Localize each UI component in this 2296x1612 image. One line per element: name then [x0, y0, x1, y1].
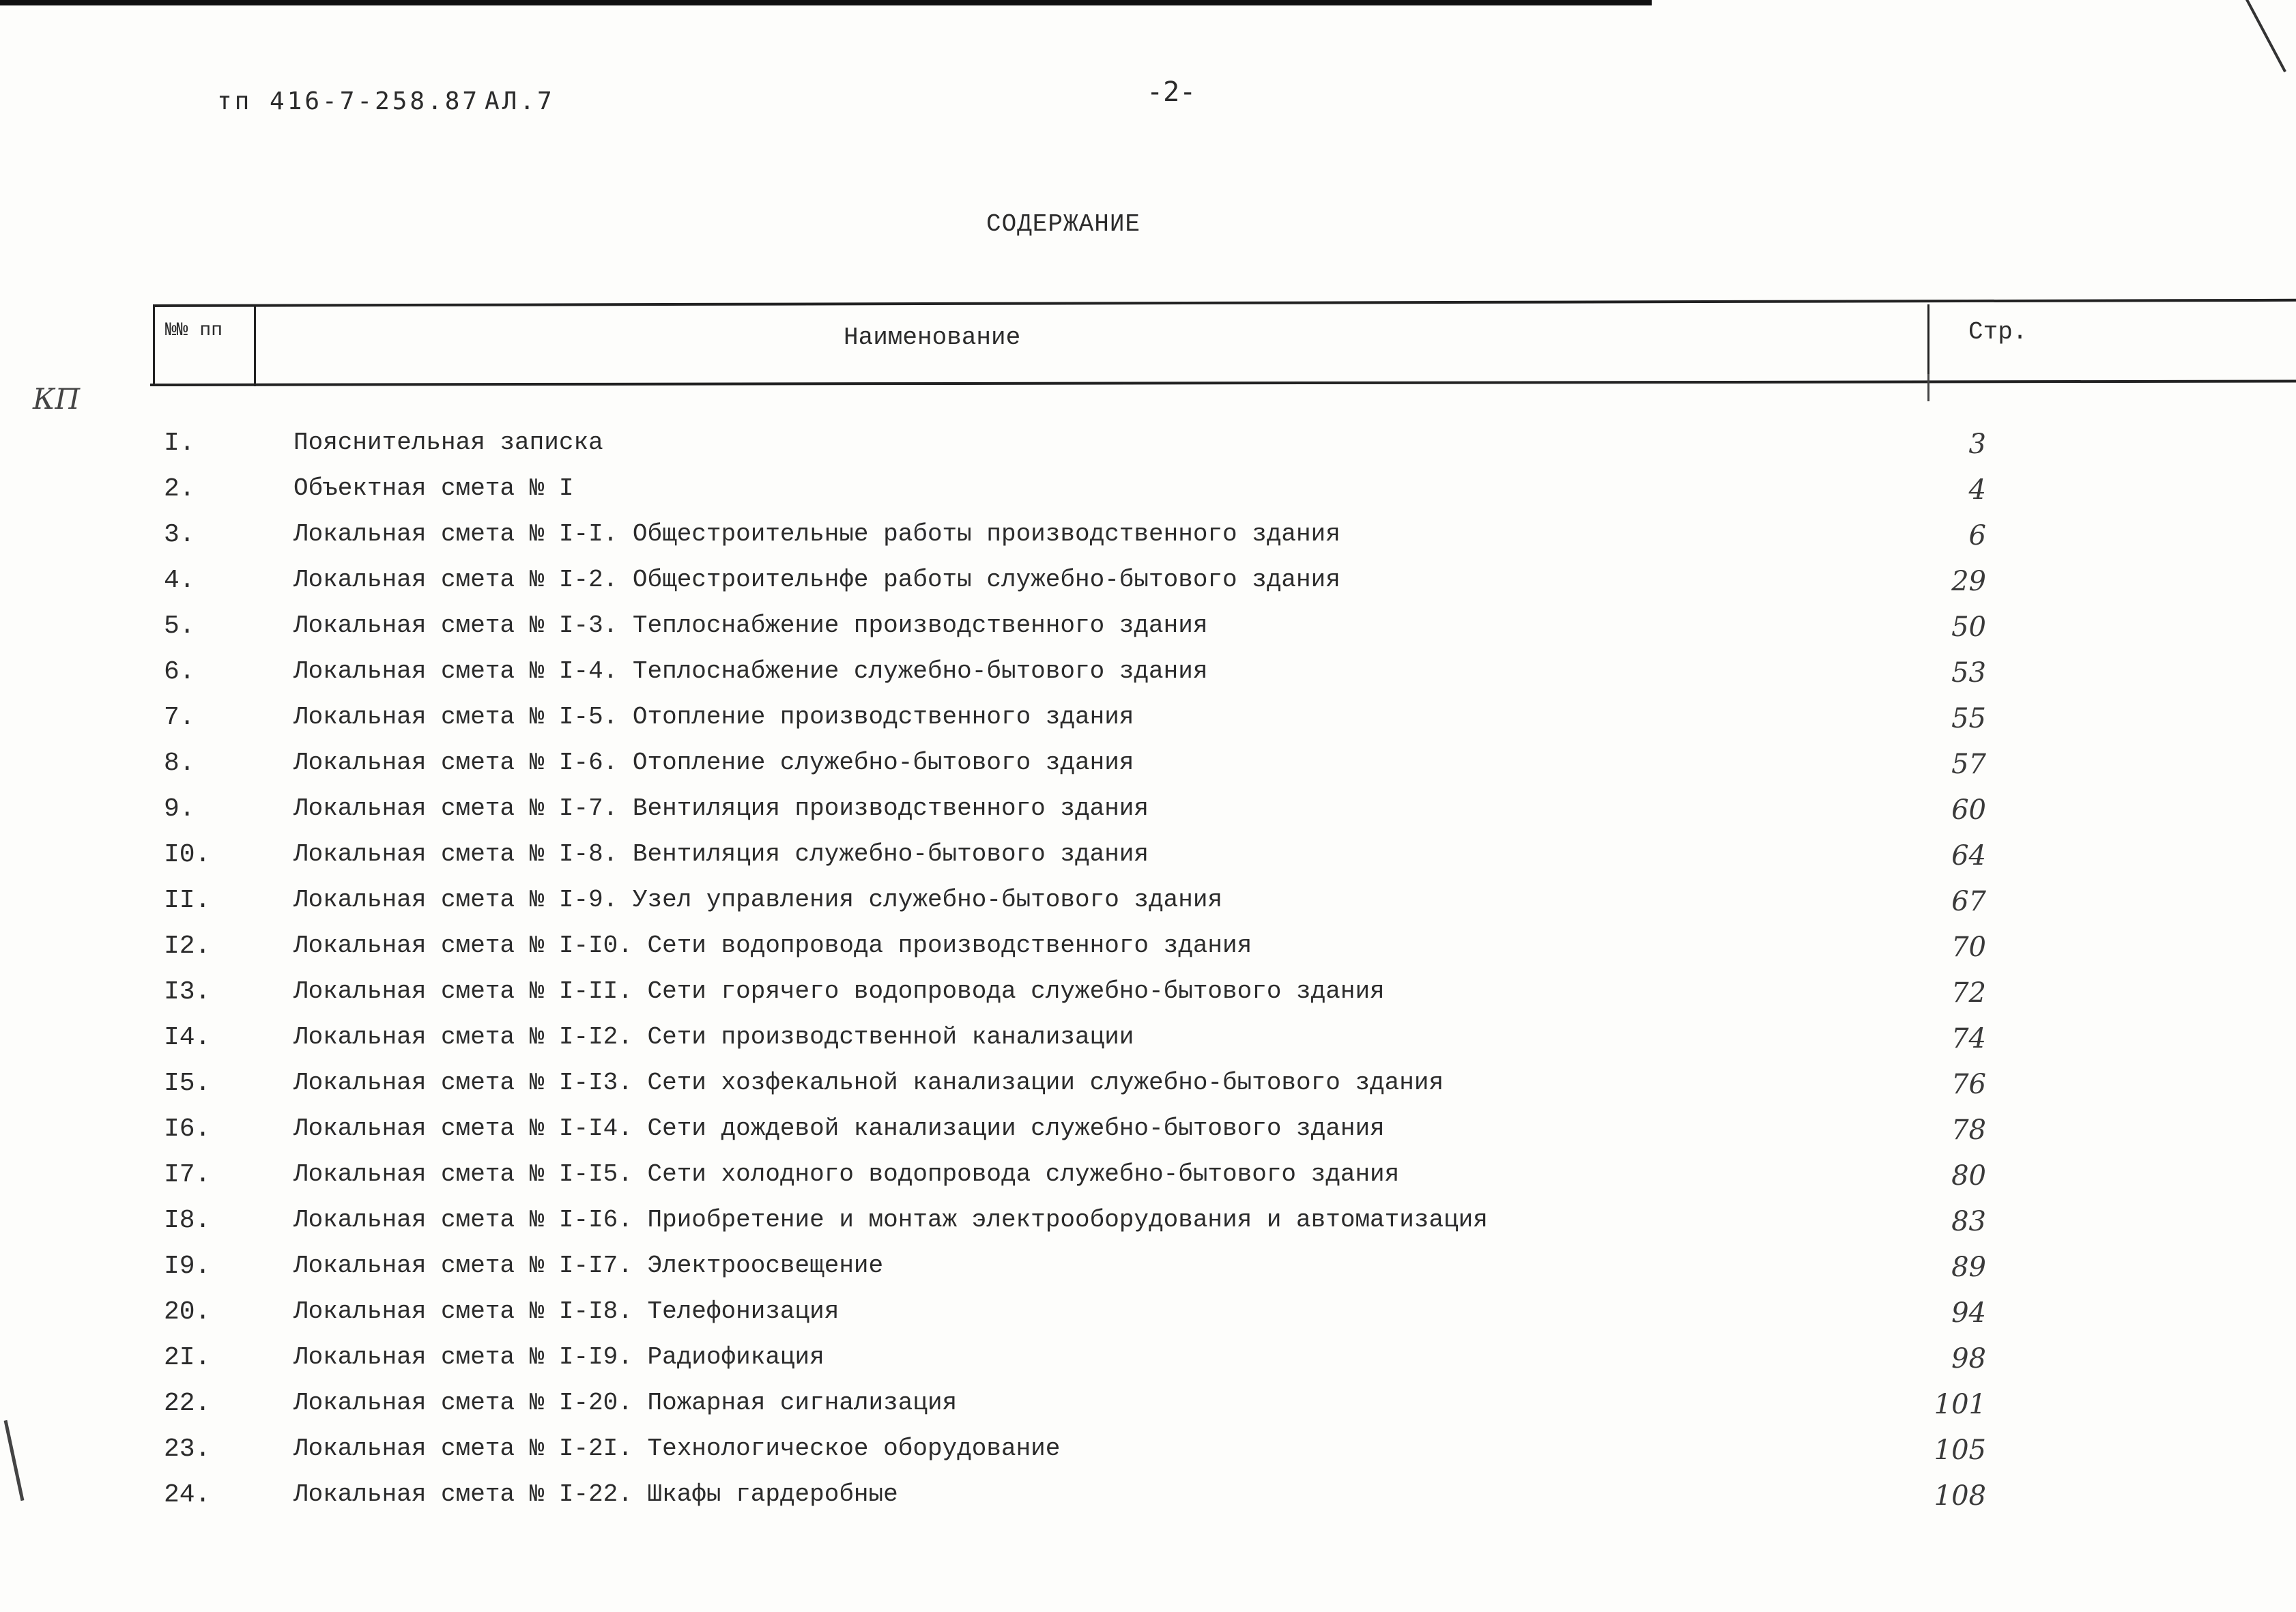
row-title: Локальная смета № I-I3. Сети хозфекальной канализации служебно-бытового здания: [293, 1069, 1444, 1097]
row-number: 8.: [164, 749, 195, 778]
row-title: Локальная смета № I-4. Теплоснабжение служебно-бытового здания: [293, 657, 1208, 685]
column-header-num: №№ пп: [165, 320, 223, 341]
page-number: -2-: [1147, 76, 1196, 108]
margin-note: КП: [33, 382, 81, 416]
scan-corner-mark: [2245, 0, 2286, 72]
row-number: 9.: [164, 794, 195, 824]
row-page-number: 64: [1951, 840, 1986, 872]
row-page-number: 74: [1951, 1023, 1986, 1054]
row-number: 2I.: [164, 1343, 211, 1372]
row-number: 5.: [164, 611, 195, 641]
row-title: Локальная смета № I-20. Пожарная сигнализация: [293, 1389, 958, 1417]
row-number: 4.: [164, 566, 195, 595]
row-number: I3.: [164, 977, 211, 1007]
row-page-number: 57: [1951, 749, 1986, 780]
scan-top-edge: [0, 0, 1652, 5]
row-number: 6.: [164, 657, 195, 687]
row-title: Локальная смета № I-7. Вентиляция производственного здания: [293, 794, 1149, 822]
row-number: I.: [164, 429, 195, 458]
row-page-number: 67: [1951, 886, 1986, 917]
row-title: Локальная смета № I-I0. Сети водопровода производственного здания: [293, 932, 1252, 960]
row-number: 2.: [164, 474, 195, 504]
row-page-number: 3: [1968, 429, 1986, 460]
column-header-page: Стр.: [1968, 318, 2028, 346]
row-title: Локальная смета № I-II. Сети горячего водопровода служебно-бытового здания: [293, 977, 1385, 1005]
row-title: Локальная смета № I-I4. Сети дождевой канализации служебно-бытового здания: [293, 1114, 1385, 1142]
row-page-number: 78: [1951, 1114, 1986, 1146]
row-title: Локальная смета № I-I5. Сети холодного водопровода служебно-бытового здания: [293, 1160, 1400, 1188]
row-title: Локальная смета № I-3. Теплоснабжение производственного здания: [293, 611, 1208, 639]
row-page-number: 80: [1951, 1160, 1986, 1192]
row-page-number: 83: [1951, 1206, 1986, 1237]
row-number: 23.: [164, 1435, 211, 1464]
row-number: I2.: [164, 932, 211, 961]
row-page-number: 89: [1951, 1252, 1986, 1283]
row-page-number: 50: [1951, 611, 1986, 643]
column-header-name: Наименование: [844, 323, 1021, 351]
column-divider: [153, 304, 155, 386]
row-number: I5.: [164, 1069, 211, 1098]
table-top-rule: [153, 299, 2296, 307]
row-title: Пояснительная записка: [293, 429, 603, 457]
row-page-number: 53: [1951, 657, 1986, 689]
row-number: 3.: [164, 520, 195, 549]
row-page-number: 70: [1951, 932, 1986, 963]
row-title: Локальная смета № I-I2. Сети производственной канализации: [293, 1023, 1134, 1051]
row-number: I7.: [164, 1160, 211, 1190]
row-title: Локальная смета № I-8. Вентиляция служебно-бытового здания: [293, 840, 1149, 868]
row-page-number: 108: [1934, 1480, 1986, 1512]
row-number: I8.: [164, 1206, 211, 1235]
document-code: тп 416-7-258.87: [217, 87, 480, 115]
row-title: Локальная смета № I-6. Отопление служебно-бытового здания: [293, 749, 1134, 777]
row-title: Локальная смета № I-I. Общестроительные работы производственного здания: [293, 520, 1340, 548]
row-title: Локальная смета № I-I7. Электроосвещение: [293, 1252, 884, 1280]
sheet-label: АЛ.7: [485, 87, 555, 115]
row-number: 20.: [164, 1297, 211, 1327]
row-number: I6.: [164, 1114, 211, 1144]
row-number: II.: [164, 886, 211, 915]
row-page-number: 94: [1951, 1297, 1986, 1329]
row-title: Локальная смета № I-22. Шкафы гардеробные: [293, 1480, 898, 1508]
row-page-number: 55: [1951, 703, 1986, 734]
row-number: I4.: [164, 1023, 211, 1052]
row-title: Локальная смета № I-I6. Приобретение и монтаж электрооборудования и автоматизация: [293, 1206, 1488, 1234]
row-page-number: 29: [1951, 566, 1986, 597]
row-page-number: 101: [1934, 1389, 1986, 1420]
row-title: Объектная смета № I: [293, 474, 574, 502]
row-page-number: 72: [1951, 977, 1986, 1009]
row-page-number: 105: [1934, 1435, 1986, 1466]
row-page-number: 6: [1968, 520, 1986, 551]
row-page-number: 4: [1968, 474, 1986, 506]
table-header-rule: [150, 380, 2296, 386]
row-title: Локальная смета № I-I8. Телефонизация: [293, 1297, 840, 1325]
row-page-number: 98: [1951, 1343, 1986, 1374]
row-number: 7.: [164, 703, 195, 732]
table-header: [153, 304, 2296, 386]
row-number: I0.: [164, 840, 211, 869]
column-divider: [254, 304, 256, 386]
row-number: I9.: [164, 1252, 211, 1281]
row-number: 24.: [164, 1480, 211, 1510]
row-title: Локальная смета № I-9. Узел управления служебно-бытового здания: [293, 886, 1223, 914]
column-divider-tail: [1927, 374, 1929, 401]
row-title: Локальная смета № I-2. Общестроительнфе работы служебно-бытового здания: [293, 566, 1340, 594]
row-page-number: 76: [1951, 1069, 1986, 1100]
row-title: Локальная смета № I-2I. Технологическое оборудование: [293, 1435, 1061, 1463]
row-title: Локальная смета № I-5. Отопление производственного здания: [293, 703, 1134, 731]
scan-left-mark: [4, 1420, 25, 1501]
row-title: Локальная смета № I-I9. Радиофикация: [293, 1343, 824, 1371]
page-title: СОДЕРЖАНИЕ: [986, 210, 1141, 238]
row-page-number: 60: [1951, 794, 1986, 826]
row-number: 22.: [164, 1389, 211, 1418]
